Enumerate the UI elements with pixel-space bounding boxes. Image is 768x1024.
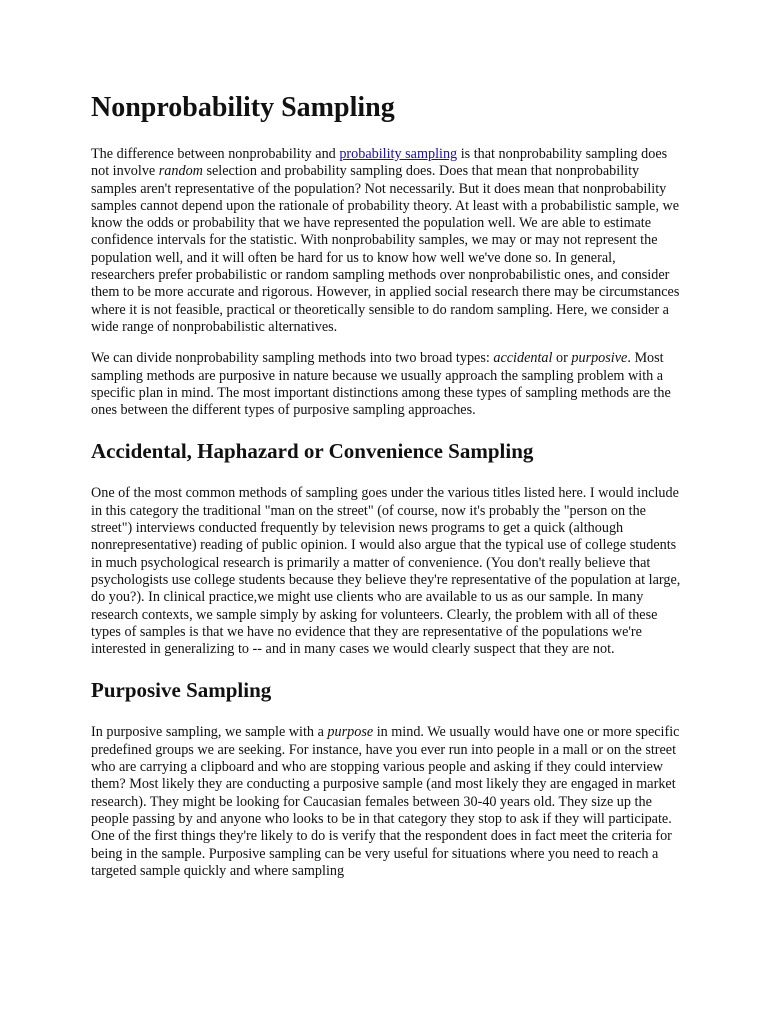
intro2-text-b: or — [552, 350, 572, 367]
purposive-emphasis-purpose: purpose — [327, 724, 374, 741]
intro2-emphasis-accidental: accidental — [493, 350, 553, 367]
intro-emphasis-random: random — [158, 163, 203, 180]
intro2-text-c: . Most sampling methods are purposive in nature because we usually approach the sampling problem with a specific plan in mind. The most important distinctions among these types of sampling methods are the ones between the different types of purposive sampling approaches. — [91, 350, 671, 419]
intro-paragraph-2 — [91, 350, 681, 419]
accidental-sampling-heading: Accidental, Haphazard or Convenience Sampling — [91, 439, 534, 464]
intro2-text-a: We can divide nonprobability sampling methods into two broad types: — [91, 350, 494, 367]
page-title: Nonprobability Sampling — [91, 92, 395, 123]
intro2-emphasis-purposive: purposive — [571, 350, 628, 367]
purposive-text-b: in mind. We usually would have one or more specific predefined groups we are seeking. For instance, have you ever run into people in a mall or on the street who are carrying a clipboard and who are stopping various people and asking if they could interview them? Most likely they are conducting a purposive sample (and most likely they are engaged in market research). They might be looking for Caucasian females between 30-40 years old. They size up the people passing by and anyone who looks to be in that category they stop to ask if they will participate. One of the first things they're likely to do is verify that the respondent does in fact meet the criteria for being in the sample. Purposive sampling can be very useful for situations where you need to reach a targeted sample quickly and where sampling — [91, 724, 680, 879]
purposive-text-a: In purposive sampling, we sample with a — [91, 724, 328, 741]
document-body — [91, 90, 681, 894]
accidental-paragraph: One of the most common methods of sampling goes under the various titles listed here. I would include in this category the traditional "man on the street" (of course, now it's probably the "person on the street") interviews conducted frequently by television news programs to get a quick (although nonrepresentative) reading of public opinion. I would also argue that the typical use of college students in much psychological research is primarily a matter of convenience. (You don't really believe that psychologists use college students because they believe they're representative of the population at large, do you?). In clinical practice,we might use clients who are available to us as our sample. In many research contexts, we sample simply by asking for volunteers. Clearly, the problem with all of these types of samples is that we have no evidence that they are representative of the populations we're interested in generalizing to -- and in many cases we would clearly suspect that they are not. — [91, 485, 681, 658]
purposive-paragraph — [91, 724, 681, 880]
probability-sampling-link[interactable]: probability sampling — [339, 146, 458, 162]
intro-text-a: The difference between nonprobability and — [91, 146, 340, 162]
intro-paragraph-1 — [91, 146, 681, 336]
intro-text-b: is that nonprobability sampling does not involve — [91, 146, 668, 180]
purposive-sampling-heading: Purposive Sampling — [91, 678, 272, 703]
intro-text-c: selection and probability sampling does. Does that mean that nonprobability samples aren't representative of the population? Not necessarily. But it does mean that nonprobability samples cannot depend upon the rationale of probability theory. At least with a probabilistic sample, we know the odds or probability that we have represented the population well. We are able to estimate confidence intervals for the statistic. With nonprobability samples, we may or may not represent the population well, and it will often be hard for us to know how well we've done so. In general, researchers prefer probabilistic or random sampling methods over nonprobabilistic ones, and consider them to be more accurate and rigorous. However, in applied social research there may be circumstances where it is not feasible, practical or theoretically sensible to do random sampling. Here, we consider a wide range of nonprobabilistic alternatives. — [91, 163, 680, 335]
